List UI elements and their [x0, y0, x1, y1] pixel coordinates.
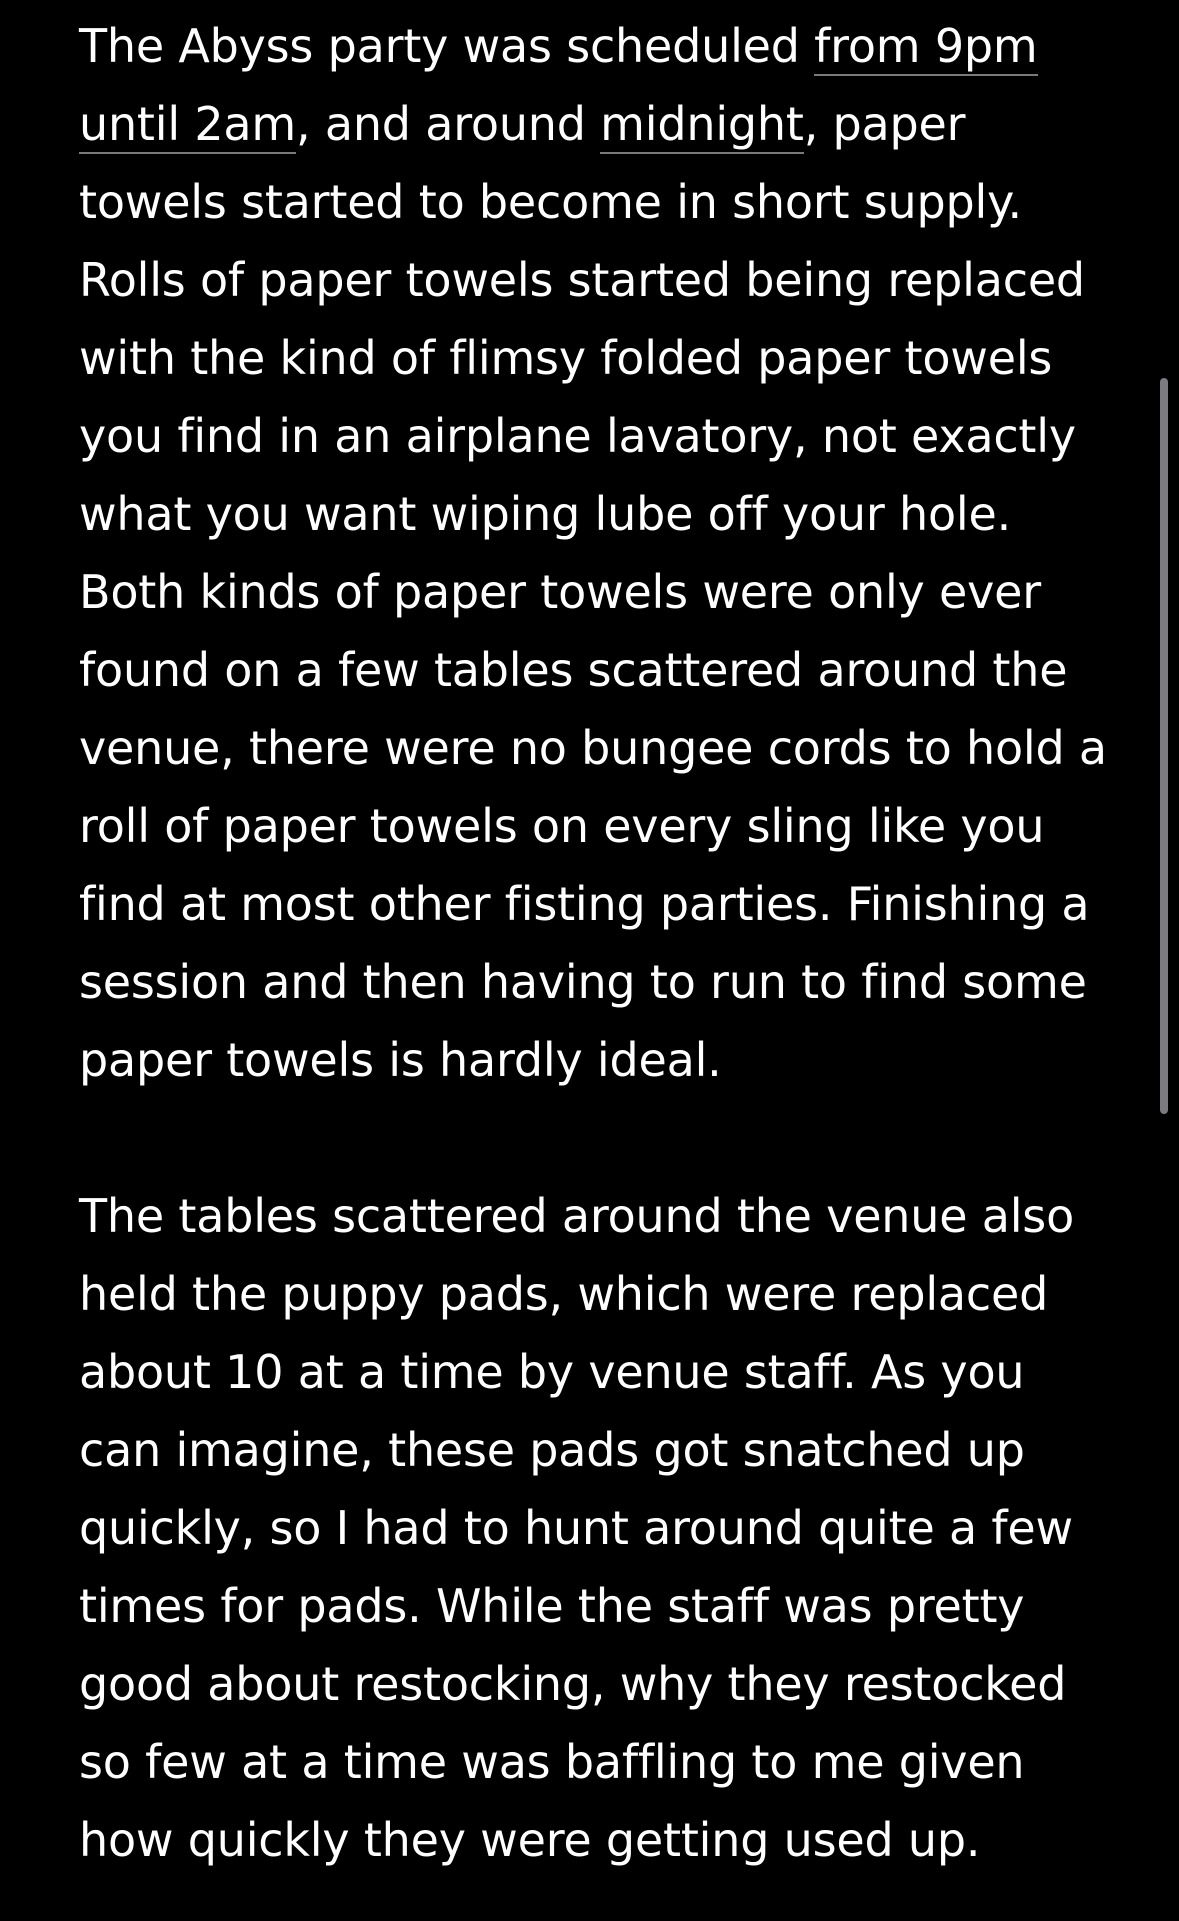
midnight-link[interactable]: midnight [600, 97, 804, 154]
paragraph-1-text-1: The Abyss party was scheduled [79, 19, 815, 73]
paragraph-1-text-3: , paper towels started to become in short supply. Rolls of paper towels started being replaced with the kind of flimsy folded paper towels you find in an airplane lavatory, not exactly what you want wiping lube off your hole. Both kinds of paper towels were only ever found on a few tables scattered around the venue, there were no bungee cords to hold a roll of paper towels on every sling like you find at most other fisting parties. Finishing a session and then having to run to find some paper towels is hardly ideal. [79, 97, 1107, 1087]
paragraph-2: The tables scattered around the venue also held the puppy pads, which were replaced about 10 at a time by venue staff. As you can imagine, these pads got snatched up quickly, so I had to hunt around quite a few times for pads. While the staff was pretty good about restocking, why they restocked so few at a time was baffling to me given how quickly they were getting used up. [79, 1189, 1075, 1867]
scrollbar-thumb[interactable] [1160, 378, 1168, 1114]
article-body [79, 7, 1119, 1879]
time-range-link[interactable]: from 9pm until 2am [79, 19, 1038, 154]
paragraph-1-text-2: , and around [296, 97, 601, 151]
paragraph-1 [79, 7, 1119, 1099]
